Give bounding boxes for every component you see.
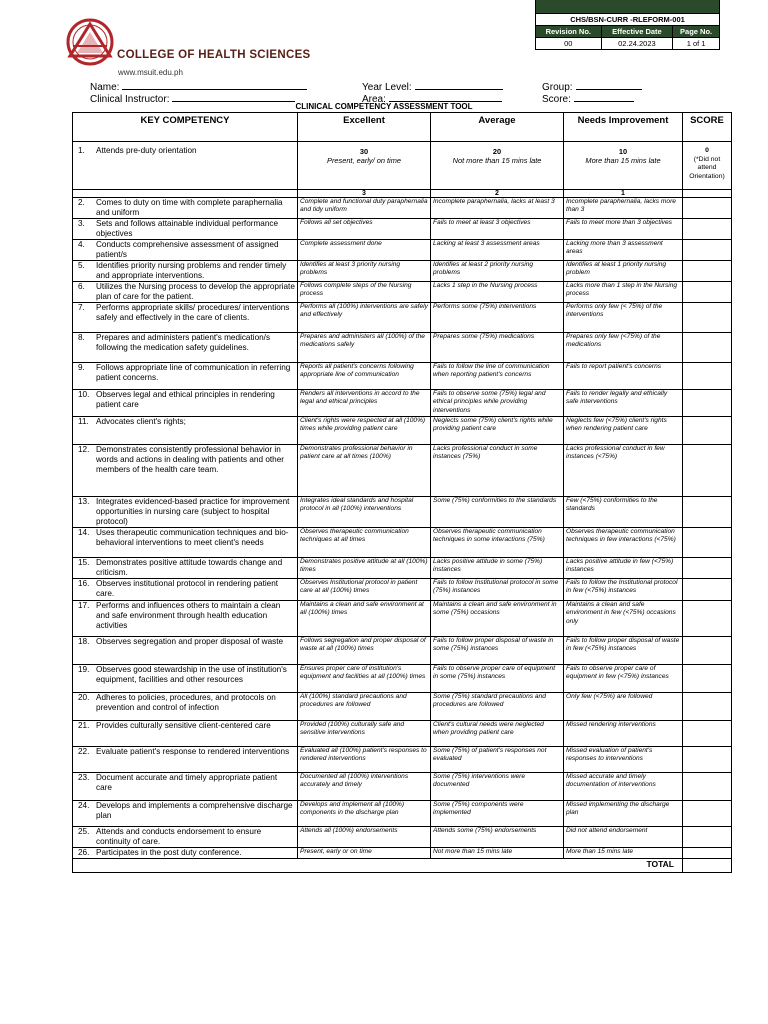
average-criteria: Not more than 15 mins late	[452, 156, 542, 165]
excellent-criteria: Prepares and administers all (100%) of the medications safely	[298, 333, 431, 363]
score-cell[interactable]	[683, 747, 732, 773]
score-note: (*Did not attend Orientation)	[689, 155, 725, 180]
row-number: 19.	[78, 665, 90, 674]
competency-cell	[73, 665, 298, 693]
competency-text: Attends and conducts endorsement to ensure continuity of care.	[96, 827, 262, 846]
excellent-criteria: Renders all interventions in accord to the legal and ethical principles	[298, 390, 431, 417]
competency-cell	[73, 721, 298, 747]
excellent-points: 30	[359, 147, 369, 156]
competency-text: Conducts comprehensive assessment of assigned patient/s	[96, 240, 279, 259]
revision-header: Revision No.	[536, 26, 602, 38]
row-number: 23.	[78, 773, 90, 782]
college-logo	[63, 16, 117, 66]
table-row	[73, 390, 732, 417]
needs-criteria: Lacks positive attitude in few (<75%) instances	[564, 558, 683, 579]
competency-cell	[73, 601, 298, 637]
needs-criteria: Fails to follow the Institutional protocol in few (<75%) instances	[564, 579, 683, 601]
col-excellent: Excellent	[298, 113, 431, 142]
col-needs-improvement: Needs Improvement	[564, 113, 683, 142]
needs-criteria: Fails to report patient's concerns	[564, 363, 683, 390]
average-criteria: Fails to meet at least 3 objectives	[431, 219, 564, 240]
competency-cell	[73, 142, 298, 190]
table-row	[73, 445, 732, 497]
score-points: 0	[705, 147, 709, 154]
average-criteria: Fails to observe proper care of equipment in some (75%) instances	[431, 665, 564, 693]
competency-cell	[73, 261, 298, 282]
row-number: 12.	[78, 445, 90, 454]
competency-text: Utilizes the Nursing process to develop the appropriate plan of care for the patient.	[96, 282, 295, 301]
score-cell[interactable]	[683, 261, 732, 282]
average-criteria: Lacks positive attitude in some (75%) instances	[431, 558, 564, 579]
competency-cell	[73, 773, 298, 801]
table-row	[73, 303, 732, 333]
score-cell[interactable]	[683, 303, 732, 333]
needs-criteria: Missed evaluation of patient's responses to interventions	[564, 747, 683, 773]
points-row	[73, 190, 732, 198]
competency-text: Follows appropriate line of communication in referring patient concerns.	[96, 363, 291, 382]
competency-cell	[73, 303, 298, 333]
average-criteria: Some (75%) standard precautions and procedures are followed	[431, 693, 564, 721]
points-needs: 1	[564, 190, 683, 198]
needs-criteria: Fails to follow proper disposal of waste in few (<75%) instances	[564, 637, 683, 665]
competency-cell	[73, 198, 298, 219]
needs-criteria: Fails to meet more than 3 objectives	[564, 219, 683, 240]
excellent-criteria: Present, early/ on time	[327, 156, 401, 165]
needs-criteria: Prepares only few (<75%) of the medications	[564, 333, 683, 363]
table-row	[73, 198, 732, 219]
average-criteria: Fails to follow proper disposal of waste in some (75%) instances	[431, 637, 564, 665]
competency-cell	[73, 801, 298, 827]
score-cell[interactable]	[683, 827, 732, 848]
competency-text: Attends pre-duty orientation	[96, 146, 197, 155]
score-cell[interactable]	[683, 528, 732, 558]
excellent-criteria: Reports all patient's concerns following appropriate line of communication	[298, 363, 431, 390]
competency-text: Document accurate and timely appropriate patient care	[96, 773, 278, 792]
excellent-criteria: Complete assessment done	[298, 240, 431, 261]
points-excellent: 3	[298, 190, 431, 198]
row-number: 5.	[78, 261, 85, 270]
tool-title: CLINICAL COMPETENCY ASSESSMENT TOOL	[295, 102, 473, 111]
row-number: 14.	[78, 528, 90, 537]
table-row	[73, 637, 732, 665]
score-cell[interactable]	[683, 282, 732, 303]
assessment-table	[72, 112, 732, 873]
excellent-criteria: Present, early or on time	[298, 848, 431, 859]
row-number: 8.	[78, 333, 85, 342]
needs-points: 10	[618, 147, 628, 156]
needs-criteria: Lacking more than 3 assessment areas	[564, 240, 683, 261]
row-number: 9.	[78, 363, 85, 372]
total-row	[73, 859, 732, 873]
competency-text: Performs and influences others to maintain a clean and safe environment through health education activities	[96, 601, 281, 630]
revision-value: 00	[536, 38, 602, 50]
score-cell[interactable]	[683, 579, 732, 601]
average-criteria: Fails to follow Institutional protocol in some (75%) instances	[431, 579, 564, 601]
competency-text: Observes good stewardship in the use of institution's equipment, facilities and other resources	[96, 665, 287, 684]
competency-text: Identifies priority nursing problems and render timely and appropriate interventions.	[96, 261, 287, 280]
excellent-criteria: Demonstrates professional behavior in patient care at all times (100%)	[298, 445, 431, 497]
average-criteria: Client's cultural needs were neglected when providing patient care	[431, 721, 564, 747]
competency-cell	[73, 558, 298, 579]
form-code: CHS/BSN-CURR -RLEFORM-001	[536, 14, 720, 26]
table-row	[73, 579, 732, 601]
average-criteria: Incomplete paraphernalia, lacks at least 3	[431, 198, 564, 219]
name-line[interactable]	[122, 80, 307, 90]
competency-cell	[73, 240, 298, 261]
table-row	[73, 747, 732, 773]
needs-criteria: Missed implementing the discharge plan	[564, 801, 683, 827]
excellent-criteria: Integrates ideal standards and hospital protocol in all (100%) interventions	[298, 497, 431, 528]
competency-text: Integrates evidenced-based practice for improvement opportunities in nursing care (subject to hospital protocol)	[96, 497, 290, 526]
average-criteria: Fails to observe some (75%) legal and ethical principles while providing interventions	[431, 390, 564, 417]
excellent-criteria: Demonstrates positive attitude at all (100%) times	[298, 558, 431, 579]
competency-text: Demonstrates positive attitude towards change and criticism.	[96, 558, 283, 577]
row-number: 18.	[78, 637, 90, 646]
table-row	[73, 363, 732, 390]
competency-cell	[73, 637, 298, 665]
score-cell[interactable]	[683, 240, 732, 261]
excellent-criteria: Attends all (100%) endorsements	[298, 827, 431, 848]
needs-criteria: Performs only few (< 75%) of the interventions	[564, 303, 683, 333]
needs-criteria: Observes therapeutic communication techniques in few interactions (<75%)	[564, 528, 683, 558]
row-number: 10.	[78, 390, 90, 399]
excellent-criteria: Maintains a clean and safe environment at all (100%) times	[298, 601, 431, 637]
table-row	[73, 721, 732, 747]
score-cell[interactable]	[683, 721, 732, 747]
excellent-cell	[298, 142, 431, 190]
competency-cell	[73, 693, 298, 721]
col-score: SCORE	[683, 113, 732, 142]
row-number: 7.	[78, 303, 85, 312]
needs-criteria: Few (<75%) conformities to the standards	[564, 497, 683, 528]
table-row	[73, 558, 732, 579]
average-criteria: Prepares some (75%) medications	[431, 333, 564, 363]
score-cell[interactable]	[683, 693, 732, 721]
college-name: COLLEGE OF HEALTH SCIENCES	[117, 49, 311, 61]
score-cell[interactable]	[683, 773, 732, 801]
year-level-line[interactable]	[415, 80, 503, 90]
excellent-criteria: Complete and functional duty paraphernalia and tidy uniform	[298, 198, 431, 219]
score-cell[interactable]	[683, 142, 732, 190]
average-criteria: Lacks professional conduct in some instances (75%)	[431, 445, 564, 497]
table-row	[73, 261, 732, 282]
average-criteria: Some (75%) components were implemented	[431, 801, 564, 827]
score-label: Score:	[542, 94, 571, 105]
needs-criteria: Lacks professional conduct in few instances (<75%)	[564, 445, 683, 497]
excellent-criteria: Follows all set objectives	[298, 219, 431, 240]
competency-cell	[73, 528, 298, 558]
area-line[interactable]	[389, 92, 502, 102]
page-no-header: Page No.	[673, 26, 720, 38]
needs-criteria: Maintains a clean and safe environment in few (<75%) occasions only	[564, 601, 683, 637]
excellent-criteria: Ensures proper care of institution's equipment and facilities at all (100%) times	[298, 665, 431, 693]
competency-cell	[73, 445, 298, 497]
average-criteria: Some (75%) interventions were documented	[431, 773, 564, 801]
competency-cell	[73, 747, 298, 773]
excellent-criteria: Identifies at least 3 priority nursing problems	[298, 261, 431, 282]
needs-criteria: Incomplete paraphernalia, lacks more than 3	[564, 198, 683, 219]
needs-criteria: Neglects few (<75%) client's rights when rendering patient care	[564, 417, 683, 445]
group-label: Group:	[542, 82, 573, 93]
needs-criteria: Only few (<75%) are followed	[564, 693, 683, 721]
row-number: 4.	[78, 240, 85, 249]
row-number: 11.	[78, 417, 89, 426]
competency-cell	[73, 497, 298, 528]
excellent-criteria: Develops and implement all (100%) components in the discharge plan	[298, 801, 431, 827]
row-number: 25.	[78, 827, 90, 836]
competency-cell	[73, 333, 298, 363]
score-line[interactable]	[574, 92, 634, 102]
excellent-criteria: All (100%) standard precautions and procedures are followed	[298, 693, 431, 721]
needs-criteria: Fails to observe proper care of equipment in few (<75%) instances	[564, 665, 683, 693]
needs-criteria: More than 15 mins late	[564, 848, 683, 859]
row-number: 26.	[78, 848, 90, 857]
average-criteria: Some (75%) conformities to the standards	[431, 497, 564, 528]
average-criteria: Identifies at least 2 priority nursing problems	[431, 261, 564, 282]
competency-cell	[73, 282, 298, 303]
score-cell[interactable]	[683, 219, 732, 240]
needs-criteria: Fails to render legally and ethically safe interventions	[564, 390, 683, 417]
average-criteria: Lacking at least 3 assessment areas	[431, 240, 564, 261]
competency-cell	[73, 827, 298, 848]
table-row	[73, 497, 732, 528]
table-header-row	[73, 113, 732, 142]
clinical-instructor-line[interactable]	[172, 92, 295, 102]
total-score-cell[interactable]	[683, 859, 732, 873]
row-number: 13.	[78, 497, 90, 506]
excellent-criteria: Observes therapeutic communication techniques at all times	[298, 528, 431, 558]
competency-text: Demonstrates consistently professional behavior in words and actions in dealing with patients and other members of the health care team.	[96, 445, 284, 474]
average-criteria: Some (75%) of patient's responses not evaluated	[431, 747, 564, 773]
table-row	[73, 773, 732, 801]
needs-criteria: Identifies at least 1 priority nursing problem	[564, 261, 683, 282]
score-cell[interactable]	[683, 417, 732, 445]
score-cell[interactable]	[683, 390, 732, 417]
needs-criteria: Lacks more than 1 step in the Nursing process	[564, 282, 683, 303]
competency-text: Performs appropriate skills/ procedures/ interventions safely and effectively in the care of clients.	[96, 303, 290, 322]
name-label: Name:	[90, 82, 120, 93]
table-row	[73, 528, 732, 558]
score-cell[interactable]	[683, 445, 732, 497]
table-row	[73, 801, 732, 827]
form-info-box	[535, 0, 720, 50]
clinical-instructor-label: Clinical Instructor:	[90, 94, 170, 105]
points-score	[683, 190, 732, 198]
competency-text: Observes legal and ethical principles in rendering patient care	[96, 390, 275, 409]
group-line[interactable]	[576, 80, 642, 90]
row-number: 17.	[78, 601, 90, 610]
average-points: 20	[492, 147, 502, 156]
competency-cell	[73, 390, 298, 417]
needs-improvement-cell	[564, 142, 683, 190]
average-criteria: Neglects some (75%) client's rights while providing patient care	[431, 417, 564, 445]
excellent-criteria: Follows segregation and proper disposal of waste at all (100%) times	[298, 637, 431, 665]
competency-text: Adheres to policies, procedures, and protocols on prevention and control of infection	[96, 693, 276, 712]
excellent-criteria: Client's rights were respected at all (100%) times while providing patient care	[298, 417, 431, 445]
competency-text: Prepares and administers patient's medication/s following the medication safety guidelines.	[96, 333, 271, 352]
average-criteria: Fails to follow the line of communication when reporting patient's concerns	[431, 363, 564, 390]
score-cell[interactable]	[683, 333, 732, 363]
needs-criteria: Missed accurate and timely documentation of interventions	[564, 773, 683, 801]
page-no-value: 1 of 1	[673, 38, 720, 50]
competency-cell	[73, 417, 298, 445]
website-url[interactable]: www.msuit.edu.ph	[118, 68, 183, 77]
score-cell[interactable]	[683, 848, 732, 859]
col-key-competency: KEY COMPETENCY	[73, 113, 298, 142]
points-blank	[73, 190, 298, 198]
table-row	[73, 827, 732, 848]
competency-text: Provides culturally sensitive client-centered care	[96, 721, 271, 730]
row-number: 21.	[78, 721, 90, 730]
average-criteria: Observes therapeutic communication techniques in some interactions (75%)	[431, 528, 564, 558]
year-level-label: Year Level:	[362, 82, 412, 93]
average-criteria: Performs some (75%) interventions	[431, 303, 564, 333]
competency-text: Observes institutional protocol in rendering patient care.	[96, 579, 279, 598]
row-number: 3.	[78, 219, 85, 228]
score-cell[interactable]	[683, 637, 732, 665]
table-row	[73, 240, 732, 261]
average-criteria: Not more than 15 mins late	[431, 848, 564, 859]
table-row	[73, 417, 732, 445]
points-average: 2	[431, 190, 564, 198]
needs-criteria: Did not attend endorsement	[564, 827, 683, 848]
row-number: 20.	[78, 693, 90, 702]
competency-cell	[73, 579, 298, 601]
score-cell[interactable]	[683, 198, 732, 219]
excellent-criteria: Follows complete steps of the Nursing process	[298, 282, 431, 303]
competency-cell	[73, 848, 298, 859]
table-row	[73, 142, 732, 190]
row-number: 1.	[78, 146, 85, 155]
score-cell[interactable]	[683, 497, 732, 528]
row-number: 22.	[78, 747, 90, 756]
total-label: TOTAL	[73, 859, 683, 873]
table-row	[73, 282, 732, 303]
table-row	[73, 601, 732, 637]
competency-text: Sets and follows attainable individual performance objectives	[96, 219, 279, 238]
competency-cell	[73, 363, 298, 390]
score-cell[interactable]	[683, 665, 732, 693]
excellent-criteria: Observes Institutional protocol in patient care at all (100%) times	[298, 579, 431, 601]
table-row	[73, 219, 732, 240]
form-info-bar	[536, 0, 720, 14]
area-label: Area:	[362, 94, 386, 105]
table-row	[73, 848, 732, 859]
score-cell[interactable]	[683, 558, 732, 579]
col-average: Average	[431, 113, 564, 142]
score-cell[interactable]	[683, 601, 732, 637]
excellent-criteria: Evaluated all (100%) patient's responses to rendered interventions	[298, 747, 431, 773]
score-cell[interactable]	[683, 801, 732, 827]
competency-text: Evaluate patient's response to rendered interventions	[96, 747, 290, 756]
competency-text: Advocates client's rights;	[96, 417, 186, 426]
row-number: 6.	[78, 282, 85, 291]
score-cell[interactable]	[683, 363, 732, 390]
effective-date-value: 02.24.2023	[601, 38, 673, 50]
effective-date-header: Effective Date	[601, 26, 673, 38]
excellent-criteria: Performs all (100%) interventions are safely and effectively	[298, 303, 431, 333]
row-number: 15.	[78, 558, 90, 567]
row-number: 16.	[78, 579, 90, 588]
average-cell	[431, 142, 564, 190]
needs-criteria: More than 15 mins late	[585, 156, 661, 165]
average-criteria: Attends some (75%) endorsements	[431, 827, 564, 848]
needs-criteria: Missed rendering interventions	[564, 721, 683, 747]
competency-text: Develops and implements a comprehensive discharge plan	[96, 801, 293, 820]
competency-text: Uses therapeutic communication techniques and bio-behavioral interventions to meet client's needs	[96, 528, 289, 547]
average-criteria: Maintains a clean and safe environment in some (75%) occasions	[431, 601, 564, 637]
excellent-criteria: Documented all (100%) interventions accurately and timely	[298, 773, 431, 801]
competency-cell	[73, 219, 298, 240]
competency-text: Observes segregation and proper disposal of waste	[96, 637, 284, 646]
row-number: 24.	[78, 801, 90, 810]
competency-text: Participates in the post duty conference.	[96, 848, 242, 857]
table-row	[73, 665, 732, 693]
row-number: 2.	[78, 198, 85, 207]
table-row	[73, 333, 732, 363]
competency-text: Comes to duty on time with complete paraphernalia and uniform	[96, 198, 283, 217]
average-criteria: Lacks 1 step in the Nursing process	[431, 282, 564, 303]
excellent-criteria: Provided (100%) culturally safe and sensitive interventions	[298, 721, 431, 747]
table-row	[73, 693, 732, 721]
